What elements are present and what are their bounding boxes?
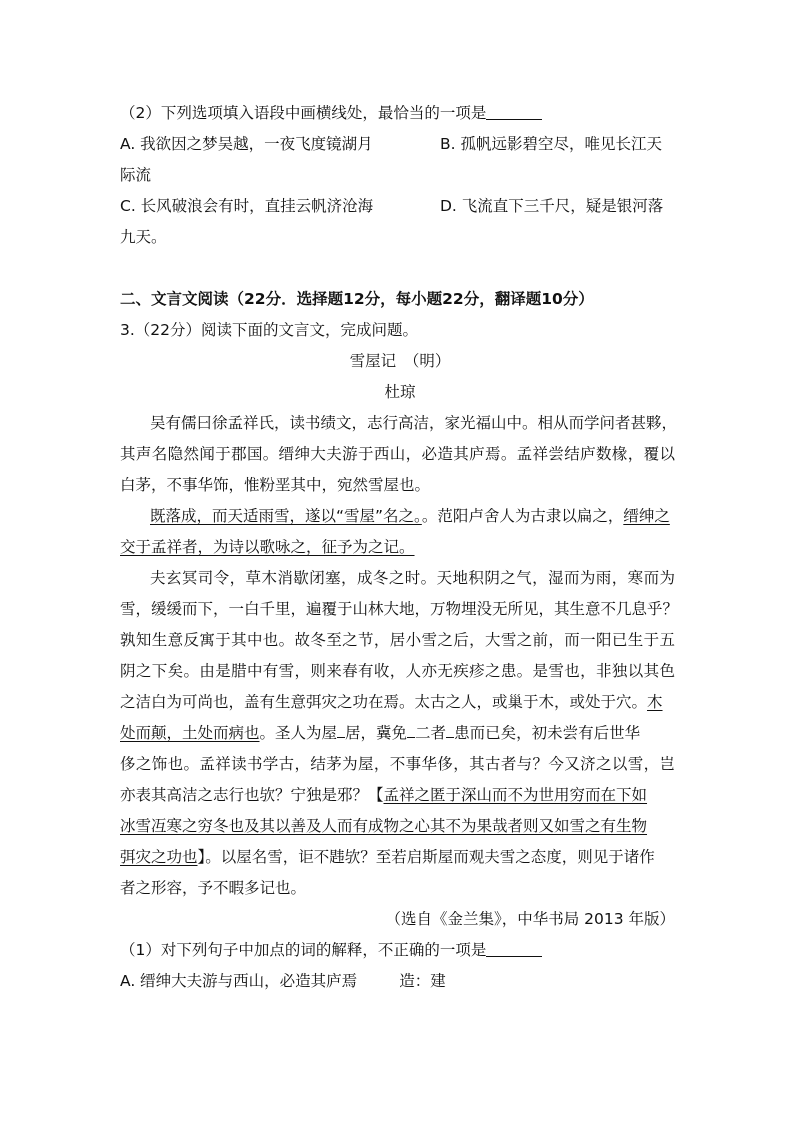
- passage-line: 之洁白为可尚也，盖有生意弭灾之功在焉。太古之人，或巢于木，或处于穴。木: [120, 693, 663, 711]
- blank-mark: [446, 723, 454, 738]
- q1-option-a: A. 缙绅大夫游与西山，必造其庐焉 造：建: [120, 972, 446, 990]
- q2-option-c: C. 长风破浪会有时，直挂云帆济沧海: [120, 197, 374, 215]
- q2-option-d-cont: 九天。: [120, 228, 167, 246]
- underlined-sentence: 既落成，而天适雨雪，遂以“雪屋”名之。: [150, 507, 422, 525]
- underlined-sentence: 孟祥之匿于深山而不为世用穷而在下如: [383, 786, 648, 804]
- q2-option-a: A. 我欲因之梦吴越，一夜飞度镜湖月: [120, 135, 373, 153]
- passage-line: 吴有儒曰徐孟祥氏，读书绩文，志行高洁，家光福山中。相从而学问者甚夥，: [150, 414, 678, 432]
- passage-line: 既落成，而天适雨雪，遂以“雪屋”名之。。范阳卢舍人为古隶以扁之，缙绅之: [150, 507, 670, 525]
- passage-line: 处而颠，土处而病也。圣人为屋 居，冀免 二者 患而已矣，初未尝有后世华: [120, 724, 641, 742]
- passage-author: 杜琼: [384, 383, 416, 401]
- passage-line: 夫玄冥司令，草木消歇闭塞，成冬之时。天地积阴之气，湿而为雨，寒而为: [150, 569, 675, 587]
- underlined-sentence: 冰雪冱寒之穷冬也及其以善及人而有成物之心其不为果哉者则又如雪之有生物: [120, 817, 648, 835]
- passage-title: 雪屋记 （明）: [349, 352, 451, 370]
- question-3-intro: 3.（22分）阅读下面的文言文，完成问题。: [120, 321, 419, 339]
- underlined-sentence: 缙绅之: [623, 507, 670, 525]
- passage-line: 弭灾之功也】。以屋名雪，讵不韪欤？至若启斯屋而观夫雪之态度，则见于诸作: [120, 848, 655, 866]
- blank-mark: [337, 723, 345, 738]
- passage-line: 亦表其高洁之志行也欤？宁独是邪？【孟祥之匿于深山而不为世用穷而在下如: [120, 786, 648, 804]
- q1-stem: （1）对下列句子中加点的词的解释，不正确的一项是: [120, 935, 675, 966]
- underlined-sentence: 交于孟祥者，为诗以歌咏之，征予为之记。: [120, 538, 415, 556]
- q2-option-b-cont: 际流: [120, 166, 152, 184]
- passage-line: 者之形容，予不暇多记也。: [120, 879, 307, 897]
- q2-stem: （2）下列选项填入语段中画横线处，最恰当的一项是: [120, 98, 675, 129]
- answer-blank: [486, 101, 542, 120]
- section-heading: 二、文言文阅读（22分．选择题12分，每小题22分，翻译题10分）: [120, 290, 594, 308]
- passage-source: （选自《金兰集》，中华书局 2013 年版）: [385, 910, 675, 928]
- passage-line: 阴之下矣。由是腊中有雪，则来春有收，人亦无疾疹之患。是雪也，非独以其色: [120, 662, 675, 680]
- passage-line: 其声名隐然闻于郡国。缙绅大夫游于西山，必造其庐焉。孟祥尝结庐数椽，覆以: [120, 445, 675, 463]
- q2-option-d: D. 飞流直下三千尺，疑是银河落: [440, 197, 664, 215]
- passage-line: 雪，缓缓而下，一白千里，遍覆于山林大地，万物埋没无所见，其生意不几息乎？: [120, 600, 679, 618]
- blank-mark: [407, 723, 415, 738]
- q2-option-b: B. 孤帆远影碧空尽，唯见长江天: [440, 135, 662, 153]
- passage-line: 白茅，不事华饰，惟粉垩其中，宛然雪屋也。: [120, 476, 431, 494]
- underlined-sentence: 处而颠，土处而病也: [120, 724, 260, 742]
- underlined-sentence: 木: [647, 693, 663, 711]
- passage-line: 孰知生意反寓于其中也。故冬至之节，居小雪之后，大雪之前，而一阳已生于五: [120, 631, 675, 649]
- passage-line: 侈之饰也。孟祥读书学古，结茅为屋，不事华侈，其古者与？今又济之以雪，岂: [120, 755, 675, 773]
- underlined-sentence: 弭灾之功也: [120, 848, 198, 866]
- passage-line: [120, 811, 675, 842]
- q1-option-a-gloss: 造：建: [399, 972, 446, 990]
- passage-line: [120, 532, 675, 563]
- answer-blank: [486, 938, 542, 957]
